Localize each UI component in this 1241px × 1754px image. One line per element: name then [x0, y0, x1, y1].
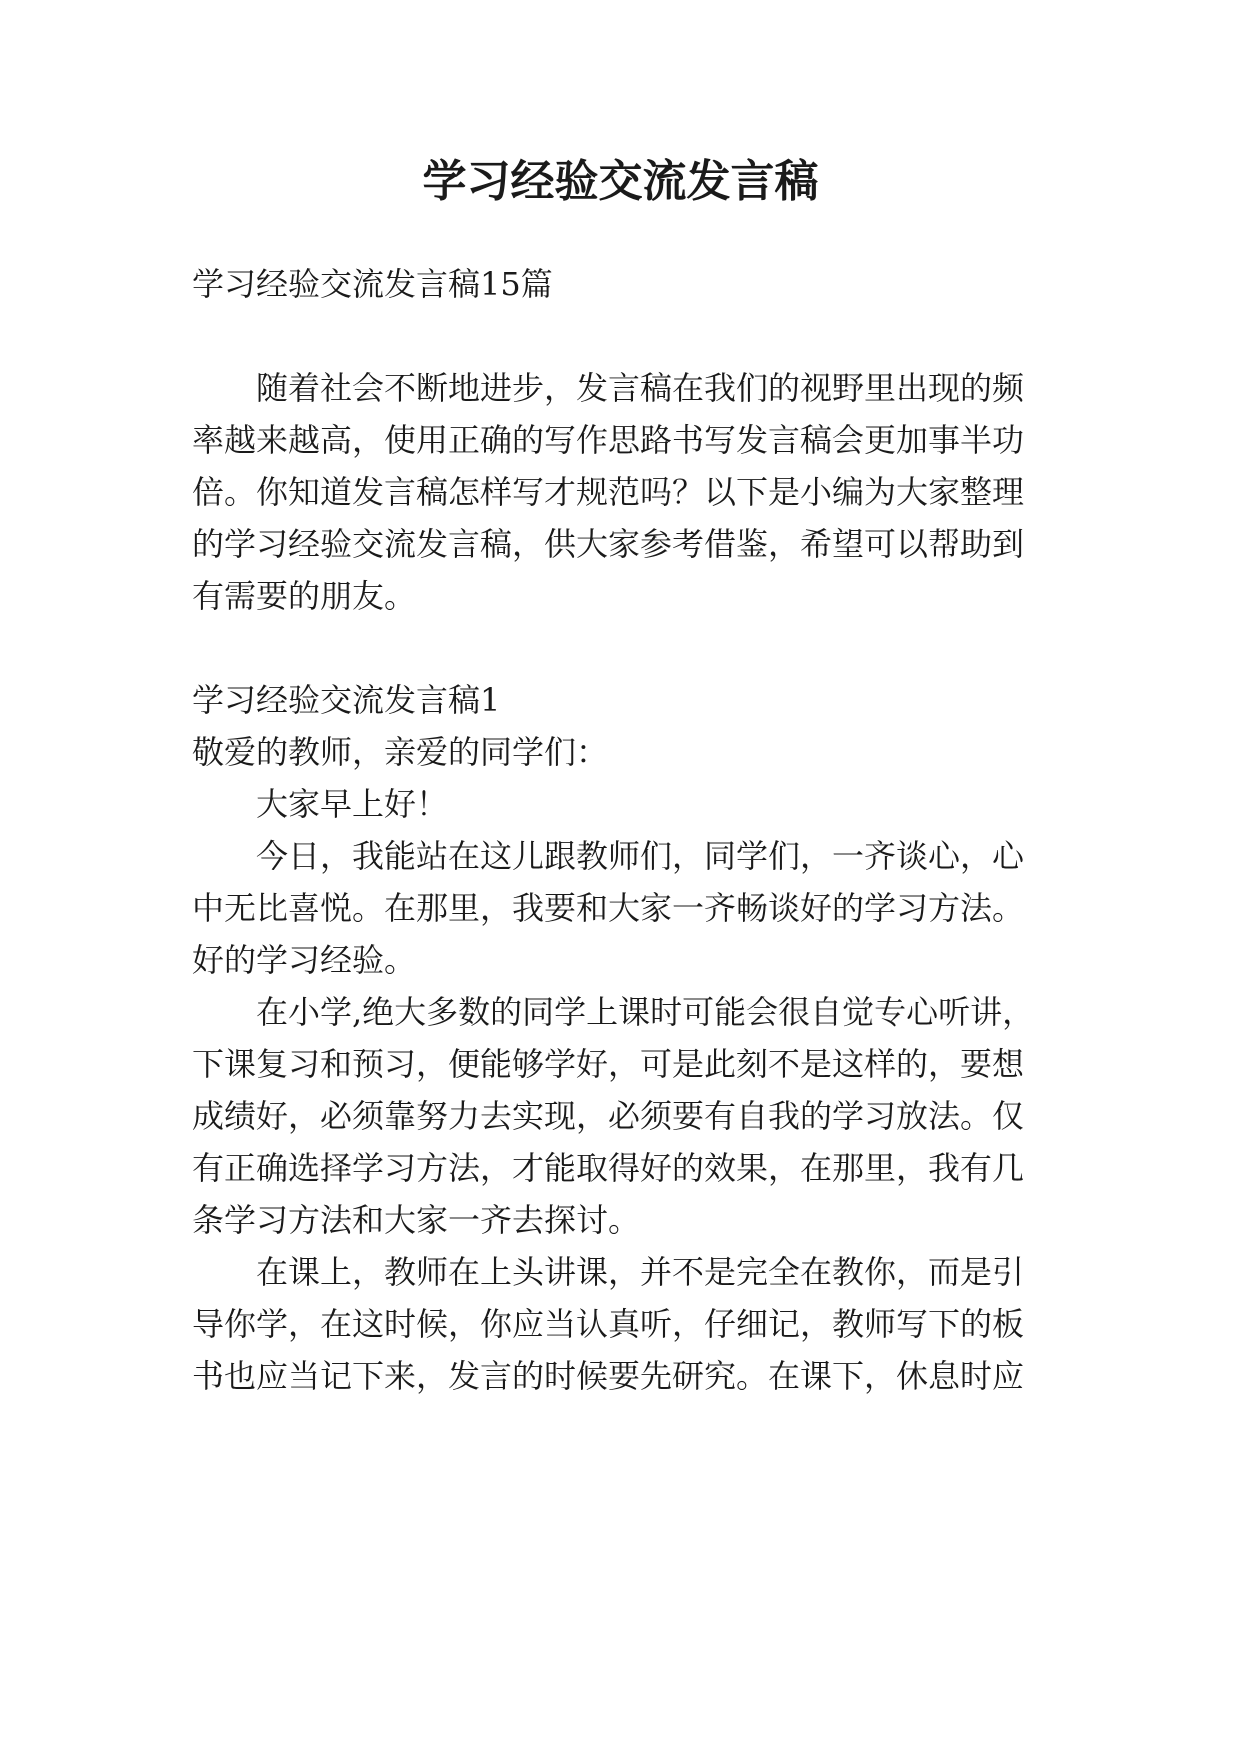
paragraph-line: 中无比喜悦。在那里，我要和大家一齐畅谈好的学习方法。 — [192, 889, 1025, 927]
salutation: 敬爱的教师，亲爱的同学们： — [192, 733, 609, 771]
paragraph-line: 下课复习和预习，便能够学好，可是此刻不是这样的，要想 — [192, 1045, 1025, 1083]
document-title: 学习经验交流发言稿 — [422, 156, 819, 207]
paragraph-line: 成绩好，必须靠努力去实现，必须要有自我的学习放法。仅 — [192, 1097, 1025, 1135]
intro-line: 有需要的朋友。 — [192, 577, 417, 615]
paragraph-line: 导你学，在这时候，你应当认真听，仔细记，教师写下的板 — [192, 1305, 1025, 1343]
paragraph-line: 在小学,绝大多数的同学上课时可能会很自觉专心听讲， — [256, 993, 1035, 1031]
intro-line: 随着社会不断地进步，发言稿在我们的视野里出现的频 — [256, 369, 1025, 407]
paragraph-line: 今日，我能站在这儿跟教师们，同学们，一齐谈心，心 — [256, 837, 1025, 875]
paragraph-line: 书也应当记下来，发言的时候要先研究。在课下，休息时应 — [192, 1357, 1025, 1395]
intro-line: 倍。你知道发言稿怎样写才规范吗？以下是小编为大家整理 — [192, 473, 1025, 511]
document-subtitle: 学习经验交流发言稿15篇 — [192, 265, 553, 303]
section-heading: 学习经验交流发言稿1 — [192, 681, 501, 719]
paragraph-line: 在课上，教师在上头讲课，并不是完全在教你，而是引 — [256, 1253, 1025, 1291]
greeting: 大家早上好！ — [256, 785, 449, 823]
intro-line: 率越来越高，使用正确的写作思路书写发言稿会更加事半功 — [192, 421, 1025, 459]
paragraph-line: 好的学习经验。 — [192, 941, 417, 979]
paragraph-line: 有正确选择学习方法，才能取得好的效果，在那里，我有几 — [192, 1149, 1025, 1187]
paragraph-line: 条学习方法和大家一齐去探讨。 — [192, 1201, 641, 1239]
intro-line: 的学习经验交流发言稿，供大家参考借鉴，希望可以帮助到 — [192, 525, 1025, 563]
